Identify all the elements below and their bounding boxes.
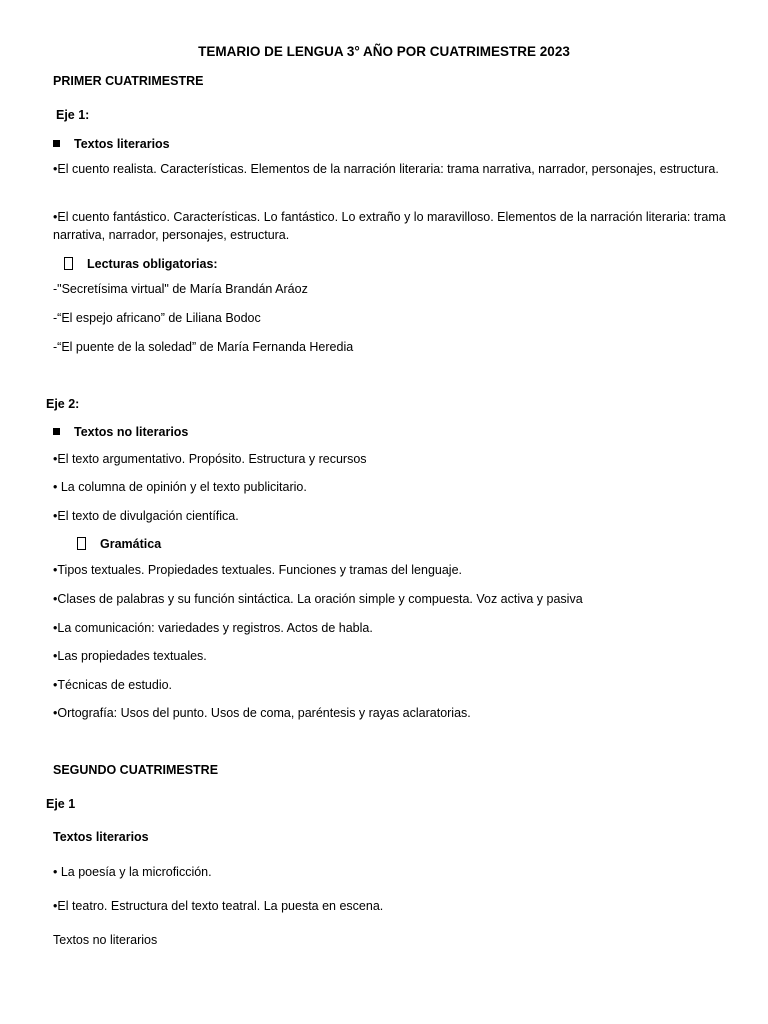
gramatica-heading: Gramática [77,535,161,553]
grammar-item: •Ortografía: Usos del punto. Usos de coma, paréntesis y rayas aclaratorias. [53,706,471,720]
grammar-item: •Técnicas de estudio. [53,678,173,692]
reading-item: -“El espejo africano” de Liliana Bodoc [53,311,261,325]
reading-item: -“El puente de la soledad” de María Fernanda Heredia [53,340,354,354]
grammar-item: •Clases de palabras y su función sintáctica. La oración simple y compuesta. Voz activa y pasiva [53,592,583,606]
eje1-label: Eje 1: [56,108,90,122]
square-bullet-icon [53,428,60,435]
grammar-item: •Las propiedades textuales. [53,649,207,663]
textos-literarios-heading: Textos literarios [53,135,170,153]
list-item: •El cuento fantástico. Características. Lo fantástico. Lo extraño y lo maravilloso. Elementos de la narración literaria: trama narrativa, narrador, personajes, estructura. [53,210,726,242]
textos-no-literarios-heading: Textos no literarios [53,423,188,441]
primer-cuatrimestre-heading: PRIMER CUATRIMESTRE [53,74,204,88]
segundo-eje1-label: Eje 1 [46,797,76,811]
reading-item: -"Secretísima virtual" de María Brandán Aráoz [53,282,308,296]
segundo-cuatrimestre-heading: SEGUNDO CUATRIMESTRE [53,763,219,777]
document-title: TEMARIO DE LENGUA 3° AÑO POR CUATRIMESTRE 2023 [198,44,570,59]
segundo-textos-no-literarios-heading: Textos no literarios [53,933,158,947]
square-bullet-icon [53,140,60,147]
missing-glyph-icon [77,537,86,550]
list-item: •El texto de divulgación científica. [53,509,239,523]
list-item: •El texto argumentativo. Propósito. Estructura y recursos [53,452,367,466]
list-item: • La poesía y la microficción. [53,865,212,879]
list-item: •El teatro. Estructura del texto teatral. La puesta en escena. [53,899,384,913]
eje2-label: Eje 2: [46,397,80,411]
grammar-item: •La comunicación: variedades y registros. Actos de habla. [53,621,373,635]
segundo-textos-literarios-heading: Textos literarios [53,830,149,844]
list-item: • La columna de opinión y el texto publicitario. [53,480,307,494]
missing-glyph-icon [64,257,73,270]
list-item: •El cuento realista. Características. Elementos de la narración literaria: trama narrativa, narrador, personajes, estructura. [53,162,719,176]
grammar-item: •Tipos textuales. Propiedades textuales. Funciones y tramas del lenguaje. [53,563,463,577]
lecturas-obligatorias-heading: Lecturas obligatorias: [64,255,218,273]
